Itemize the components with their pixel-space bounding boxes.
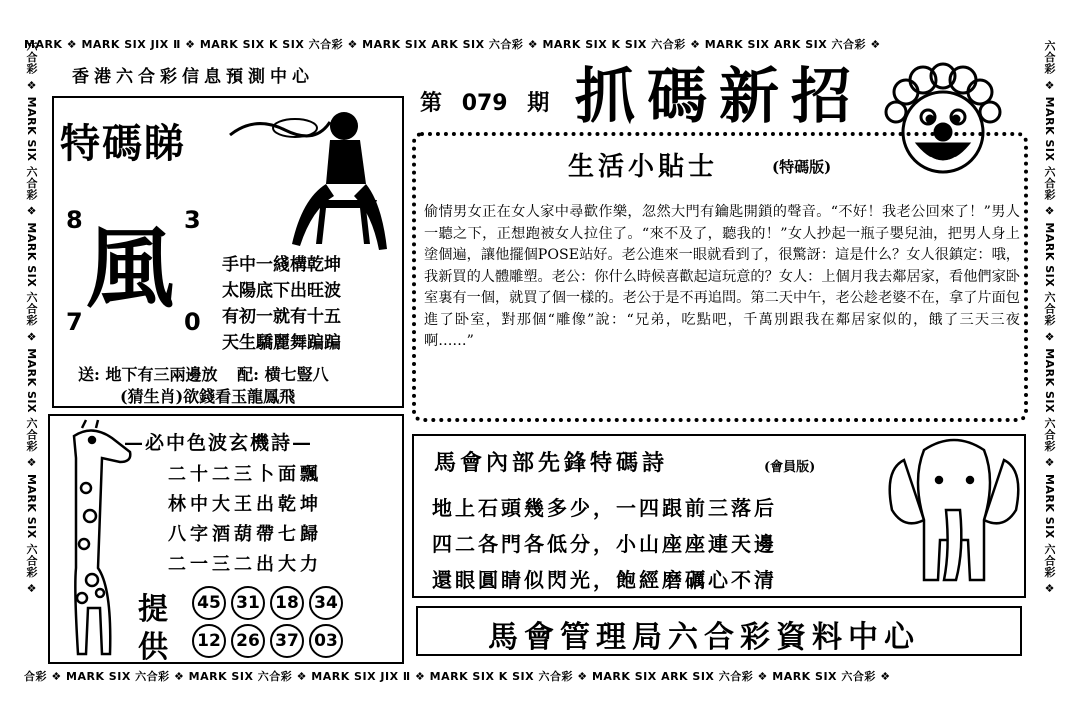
horse-club-poem-line: 四二各門各低分，小山座座連天邊 [432,532,777,556]
horse-club-title: 馬會內部先鋒特碼詩 [434,450,669,476]
color-wave-title: —必中色波玄機詩— [124,432,314,454]
left-poem-line: 太陽底下出旺波 [222,281,341,301]
border-left: 六合彩 ❖ MARK SIX 六合彩 ❖ MARK SIX 六合彩 ❖ MARK SIX 六合彩 ❖ MARK SIX 六合彩 ❖ [25,40,38,596]
number-ball: 26 [231,624,265,658]
number-balls-row1 [192,586,348,620]
horse-club-subtitle: (會員版) [764,460,816,475]
horse-club-poem [432,490,777,598]
pair-label: 配: [237,365,260,384]
pair-text: 横七豎八 [264,365,329,384]
left-poem [222,252,341,356]
color-wave-poem-line: 二一三二出大力 [168,554,322,575]
number-ball: 34 [309,586,343,620]
color-wave-poem-line: 林中大王出乾坤 [168,494,322,515]
center-name: 香港六合彩信息預測中心 [72,67,314,87]
guess-line: (猜生肖)欲錢看玉龍鳳飛 [120,387,296,406]
footer-title: 馬會管理局六合彩資料中心 [488,620,920,655]
number-ball: 12 [192,624,226,658]
left-poem-line: 天生驕麗舞蹁蹁 [222,333,341,353]
tips-body: 偷情男女正在女人家中尋歡作樂，忽然大門有鑰匙開鎖的聲音。“不好！我老公回來了！”男人一聽之下，正想跑被女人拉住了。“來不及了，聽我的！”女人抄起一瓶子嬰兒油，把男人身上塗個遍，讓他擺個POSE站好。老公進來一眼就看到了，很驚訝：這是什么？女人很鎮定：哦，我新買的人體雕塑。老公：你什么時候喜歡起這玩意的？女人：上個月我去鄰居家，看他們家卧室裏有一個，就買了個一樣的。老公于是不再追問。第二天中午，老公趁老婆不在，拿了片面包進了卧室，對那個“雕像”說：“兄弟，吃點吧，千萬別跟我在鄰居家似的，餓了三天三夜啊……” [424,204,1020,349]
wind-character: 風 [86,216,175,320]
number-ball: 37 [270,624,304,658]
special-code-title: 特碼睇 [60,120,186,167]
number-ball: 03 [309,624,343,658]
color-wave-poem-line: 二十二三卜面飄 [168,464,322,485]
issue-number: 079 [461,91,508,116]
send-pair-line [78,362,329,385]
number-bottom-left: 7 [66,308,83,336]
color-wave-poem-line: 八字酒葫帶七歸 [168,524,322,545]
issue-prefix: 第 [420,90,443,116]
color-wave-poem [168,460,322,580]
number-bottom-right: 0 [184,308,201,336]
send-text: 地下有三兩邊放 [105,365,218,384]
border-top: MARK ❖ MARK SIX JIX Ⅱ ❖ MARK SIX K SIX 六合彩 ❖ MARK SIX ARK SIX 六合彩 ❖ MARK SIX K SIX 六合彩 ❖ MARK SIX ARK SIX 六合彩 ❖ [24,38,881,51]
send-label: 送: [78,365,100,384]
provide-label-top: 提 [138,592,168,627]
number-balls-row2 [192,624,348,658]
number-top-right: 3 [184,206,201,234]
left-poem-line: 有初一就有十五 [222,307,341,327]
provide-label-bottom: 供 [138,630,168,665]
tips-title: 生活小貼士 [568,152,719,182]
horse-club-poem-line: 還眼圓睛似閃光，飽經磨礪心不清 [432,568,777,592]
number-ball: 18 [270,586,304,620]
main-title: 抓碼新招 [575,62,863,132]
horse-club-poem-line: 地上石頭幾多少，一四跟前三落后 [432,496,777,520]
tips-subtitle: (特碼版) [772,158,832,176]
left-poem-line: 手中一綫構乾坤 [222,255,341,275]
border-right: 六合彩 ❖ MARK SIX 六合彩 ❖ MARK SIX 六合彩 ❖ MARK SIX 六合彩 ❖ MARK SIX 六合彩 ❖ [1043,40,1056,596]
woman-illustration [282,104,397,259]
elephant-illustration [884,430,1024,590]
issue-suffix: 期 [527,90,550,116]
issue-label [420,86,549,117]
border-bottom: 合彩 ❖ MARK SIX 六合彩 ❖ MARK SIX 六合彩 ❖ MARK SIX JIX Ⅱ ❖ MARK SIX K SIX 六合彩 ❖ MARK SIX ARK SIX 六合彩 ❖ MARK SIX 六合彩 ❖ [24,670,891,683]
number-top-left: 8 [66,206,83,234]
number-ball: 45 [192,586,226,620]
number-ball: 31 [231,586,265,620]
